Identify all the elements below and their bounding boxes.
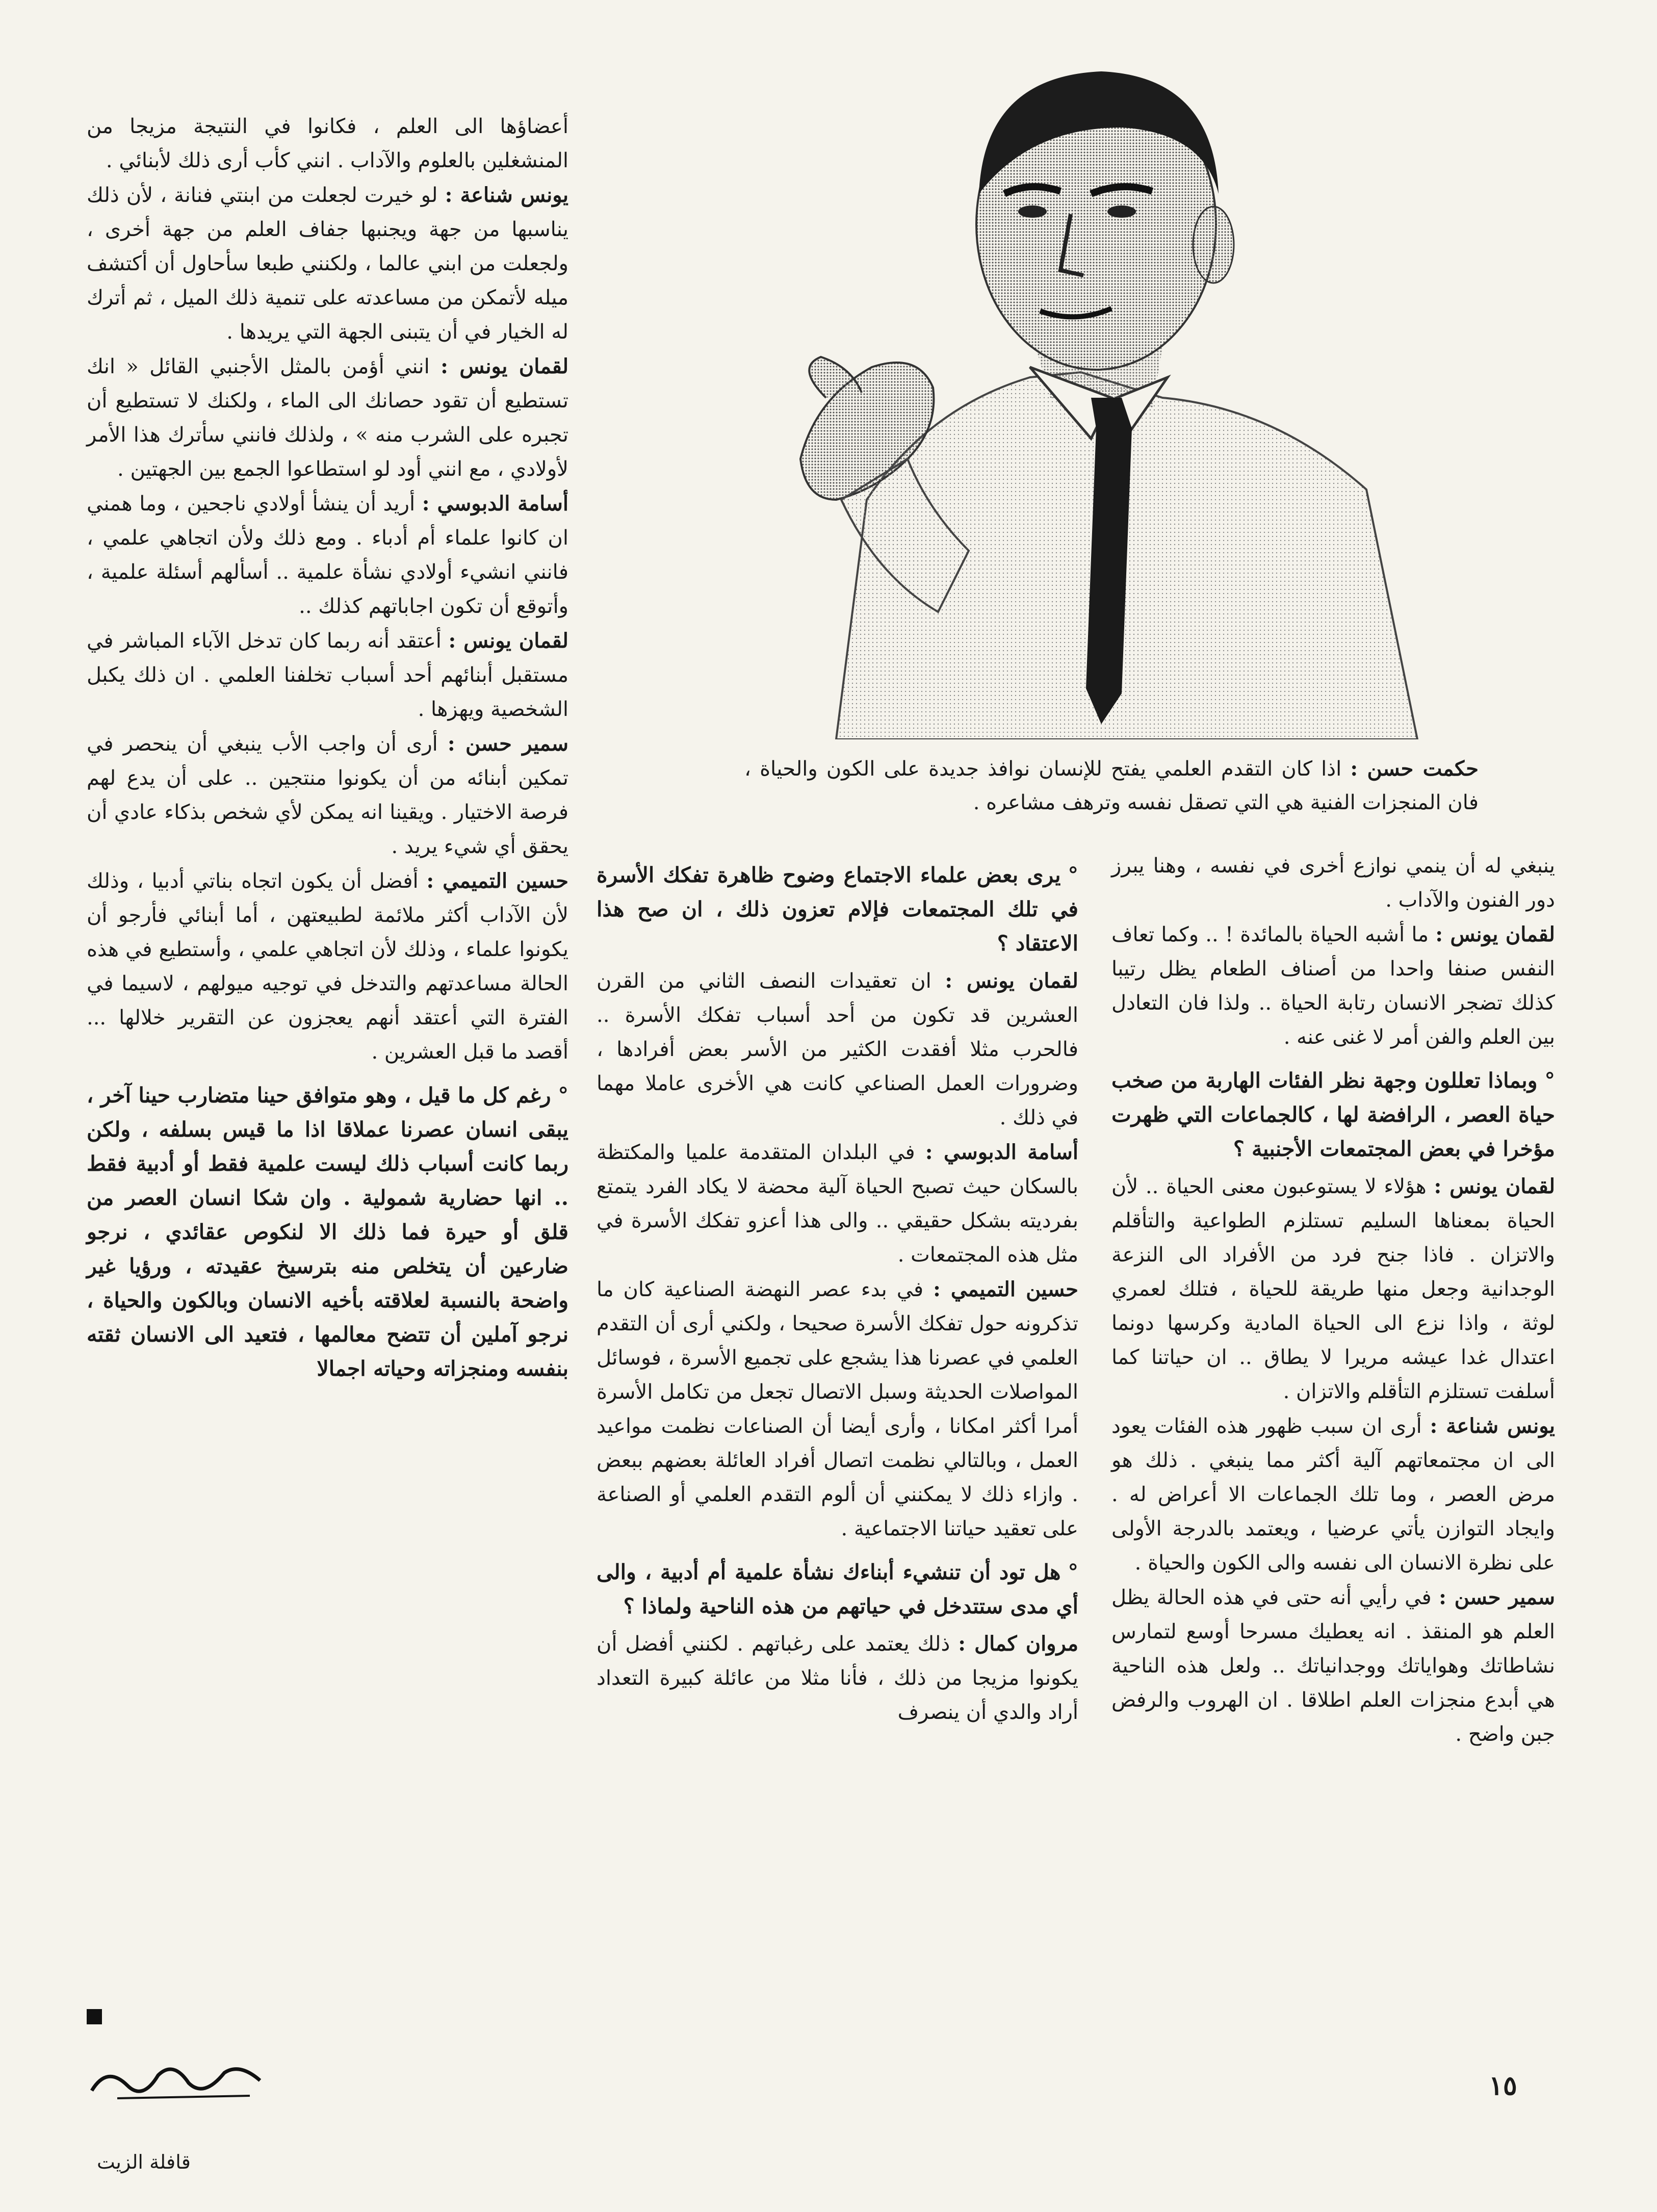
speaker-name: حسين التميمي : [933, 1277, 1078, 1301]
speaker-answer [87, 624, 568, 727]
answer-text: أعتقد أنه ربما كان تدخل الآباء المباشر في مستقبل أبنائهم أحد أسباب تخلفنا العلمي . ان ذلك يكبل الشخصية ويهزها . [87, 629, 568, 721]
answer-text: أريد أن ينشأ أولادي ناجحين ، وما همني ان كانوا علماء أم أدباء . ومع ذلك ولأن اتجاهي علمي ، فانني انشيء أولادي نشأة علمية .. أسألهم أسئلة علمية ، وأتوقع أن تكون اجاباتهم كذلك .. [87, 492, 568, 618]
caption-speaker: حكمت حسن : [1350, 757, 1479, 781]
interview-question [87, 1078, 568, 1386]
speaker-name: أسامة الدبوسي : [422, 492, 568, 516]
speaker-name: يونس شناعة : [445, 183, 568, 207]
question-bullet-icon: ° [558, 1083, 568, 1108]
speaker-name: لقمان يونس : [441, 354, 569, 378]
question-bullet-icon: ° [1068, 1560, 1078, 1584]
speaker-answer [87, 727, 568, 864]
paragraph: أعضاؤها الى العلم ، فكانوا في النتيجة مزيجا من المنشغلين بالعلوم والآداب . انني كأب أرى ذلك لأبنائي . [87, 115, 568, 172]
paragraph: ينبغي له أن ينمي نوازع أخرى في نفسه ، وهنا يبرز دور الفنون والآداب . [1111, 854, 1555, 912]
speaker-name: لقمان يونس : [448, 629, 568, 653]
question-bullet-icon: ° [1544, 1068, 1555, 1093]
speaker-answer [87, 864, 568, 1069]
article-end-mark [87, 2009, 102, 2024]
speaker-photo [765, 41, 1489, 739]
photo-caption [744, 752, 1479, 819]
column-right [1111, 849, 1555, 1752]
answer-text: ذلك يعتمد على رغباتهم . لكنني أفضل أن يكونوا مزيجا من ذلك ، فأنا مثلا من عائلة كبيرة التعداد أراد والدي أن ينصرف [597, 1632, 1078, 1724]
question-bullet-icon: ° [1068, 863, 1078, 887]
interview-question [1111, 1064, 1555, 1166]
question-text: هل تود أن تنشيء أبناءك نشأة علمية أم أدبية ، والى أي مدى ستتدخل في حياتهم من هذه الناحية ولماذا ؟ [597, 1560, 1078, 1618]
answer-text: لو خيرت لجعلت من ابنتي فنانة ، لأن ذلك يناسبها من جهة ويجنبها جفاف العلم من جهة أخرى ، ولجعلت من ابني عالما ، ولكنني طبعا سأحاول أن أكتشف ميله لأتمكن من مساعدته على تنمية ذلك الميل ، ثم أترك له الخيار في أن يتبنى الجهة التي يريدها . [87, 184, 568, 344]
speaker-answer [1111, 1580, 1555, 1752]
answer-text: أرى ان سبب ظهور هذه الفئات يعود الى ان مجتمعاتهم آلية أكثر مما ينبغي . ذلك هو مرض العصر ، وما تلك الجماعات الا أعراض له . وايجاد التوازن يأتي عرضيا ، ويعتمد بالدرجة الأولى على نظرة الانسان الى نفسه والى الكون والحياة . [1111, 1414, 1556, 1575]
answer-text: ان تعقيدات النصف الثاني من القرن العشرين قد تكون من أحد أسباب تفكك الأسرة .. فالحرب مثلا أفقدت الكثير من الأسر بعض أفرادها ، وضرورات العمل الصناعي كانت هي الأخرى عاملا مهما في ذلك . [597, 969, 1078, 1129]
speaker-answer [87, 486, 568, 624]
column-left [87, 110, 568, 1389]
caption-text: اذا كان التقدم العلمي يفتح للإنسان نوافذ جديدة على الكون والحياة ، فان المنجزات الفنية هي التي تصقل نفسه وترهف مشاعره . [744, 757, 1479, 814]
speaker-answer [597, 1627, 1078, 1730]
speaker-answer [1111, 1409, 1555, 1580]
answer-text: انني أؤمن بالمثل الأجنبي القائل « انك تستطيع أن تقود حصانك الى الماء ، ولكنك لا تستطيع أن تجبره على الشرب منه » ، ولذلك فانني سأترك هذا الأمر لأولادي ، مع انني أود لو استطاعوا الجمع بين الجهتين . [87, 355, 568, 481]
speaker-answer [87, 178, 568, 349]
speaker-answer [87, 349, 568, 486]
answer-text: في بدء عصر النهضة الصناعية كان ما تذكرونه حول تفكك الأسرة صحيحا ، ولكني أرى أن التقدم العلمي في عصرنا هذا يشجع على تجميع الأسرة ، فوسائل المواصلات الحديثة وسبل الاتصال تجعل من تكامل الأسرة أمرا أكثر امكانا ، وأرى أيضا أن الصناعات نظمت مواعيد العمل ، وبالتالي نظمت اتصال أفراد العائلة بعضهم ببعض . وازاء ذلك لا يمكنني أن ألوم التقدم العلمي أو الصناعة على تعقيد حياتنا الاجتماعية . [597, 1278, 1079, 1540]
question-text: يرى بعض علماء الاجتماع وضوح ظاهرة تفكك الأسرة في تلك المجتمعات فإلام تعزون ذلك ، ان صح هذا الاعتقاد ؟ [597, 863, 1078, 956]
answer-text: أرى أن واجب الأب ينبغي أن ينحصر في تمكين أبنائه من أن يكونوا منتجين .. على أن يدع لهم فرصة الاختيار . ويقينا انه يمكن لأي شخص بذكاء عادي أن يحقق أي شيء يريد . [87, 732, 568, 858]
answer-text: في البلدان المتقدمة علميا والمكتظة بالسكان حيث تصبح الحياة آلية محضة لا يكاد الفرد يتمتع بفرديته بشكل حقيقي .. والى هذا أعزو تفكك الأسرة في مثل هذه المجتمعات . [597, 1141, 1079, 1267]
answer-text: أفضل أن يكون اتجاه بناتي أدبيا ، وذلك لأن الآداب أكثر ملائمة لطبيعتهن ، أما أبنائي فأرجو أن يكونوا علماء ، وذلك لأن اتجاهي علمي ، وأستطيع في هذه الحالة مساعدتهم والتدخل في توجيه ميولهم ، لاسيما في الفترة التي أعتقد أنهم يعجزون عن التقرير خلالها ... أقصد ما قبل العشرين . [87, 869, 568, 1064]
speaker-answer [1111, 1169, 1555, 1409]
speaker-name: أسامة الدبوسي : [925, 1140, 1078, 1164]
speaker-answer [597, 964, 1078, 1135]
interview-question [597, 858, 1078, 961]
speaker-name: لقمان يونس : [945, 969, 1078, 993]
speaker-name: سمير حسن : [447, 732, 568, 756]
column-middle [597, 849, 1078, 1730]
interview-question [597, 1555, 1078, 1624]
question-text: رغم كل ما قيل ، وهو متوافق حينا متضارب حينا آخر ، يبقى انسان عصرنا عملاقا اذا ما قيس بسلفه ، ولكن ربما كانت أسباب ذلك ليست علمية فقط أو أدبية فقط .. انها حضارية شمولية . وان شكا انسان العصر من قلق أو حيرة فما ذلك الا لنكوص عقائدي ، نرجو ضارعين أن يتخلص منه بترسيخ عقيدته ، ورؤيا غير واضحة بالنسبة لعلاقته بأخيه الانسان وبالكون والحياة ، نرجو آملين أن تتضح معالمها ، فتعيد الى الانسان ثقته بنفسه ومنجزاته وحياته اجمالا [87, 1083, 568, 1381]
question-text: وبماذا تعللون وجهة نظر الفئات الهاربة من صخب حياة العصر ، الرافضة لها ، كالجماعات التي ظهرت مؤخرا في بعض المجتمعات الأجنبية ؟ [1111, 1068, 1555, 1161]
speaker-name: يونس شناعة : [1430, 1414, 1555, 1438]
page-number: ١٥ [1489, 2070, 1517, 2101]
magazine-name: قافلة الزيت [97, 2151, 191, 2173]
author-signature [87, 2055, 270, 2106]
speaker-name: لقمان يونس : [1435, 922, 1555, 946]
speaker-name: سمير حسن : [1439, 1585, 1555, 1609]
speaker-answer [597, 1135, 1078, 1272]
answer-text: ما أشبه الحياة بالمائدة ! .. وكما تعاف النفس صنفا واحدا من أصناف الطعام يظل رتيبا كذلك تضجر الانسان رتابة الحياة .. ولذا فان التعادل بين العلم والفن أمر لا غنى عنه . [1111, 923, 1555, 1049]
speaker-name: لقمان يونس : [1434, 1174, 1556, 1198]
speaker-answer [1111, 917, 1555, 1054]
speaker-name: حسين التميمي : [426, 869, 569, 893]
answer-text: في رأيي أنه حتى في هذه الحالة يظل العلم هو المنقذ . انه يعطيك مسرحا أوسع لتمارس نشاطاتك وهواياتك ووجدانياتك .. ولعل هذه الناحية هي أبدع منجزات العلم اطلاقا . ان الهروب والرفض جبن واضح . [1111, 1586, 1555, 1746]
speaker-name: مروان كمال : [958, 1632, 1078, 1656]
answer-text: هؤلاء لا يستوعبون معنى الحياة .. لأن الحياة بمعناها السليم تستلزم الطواعية والتأقلم والاتزان . فاذا جنح فرد من الأفراد الى النزعة الوجدانية وجعل منها طريقة للحياة ، فتلك لعمري لوثة ، واذا نزع الى الحياة المادية وكرسها دونما اعتدال غدا عيشه مريرا لا يطاق .. ان حياتنا كما أسلفت تستلزم التأقلم والاتزان . [1111, 1175, 1555, 1403]
speaker-answer [597, 1272, 1078, 1546]
